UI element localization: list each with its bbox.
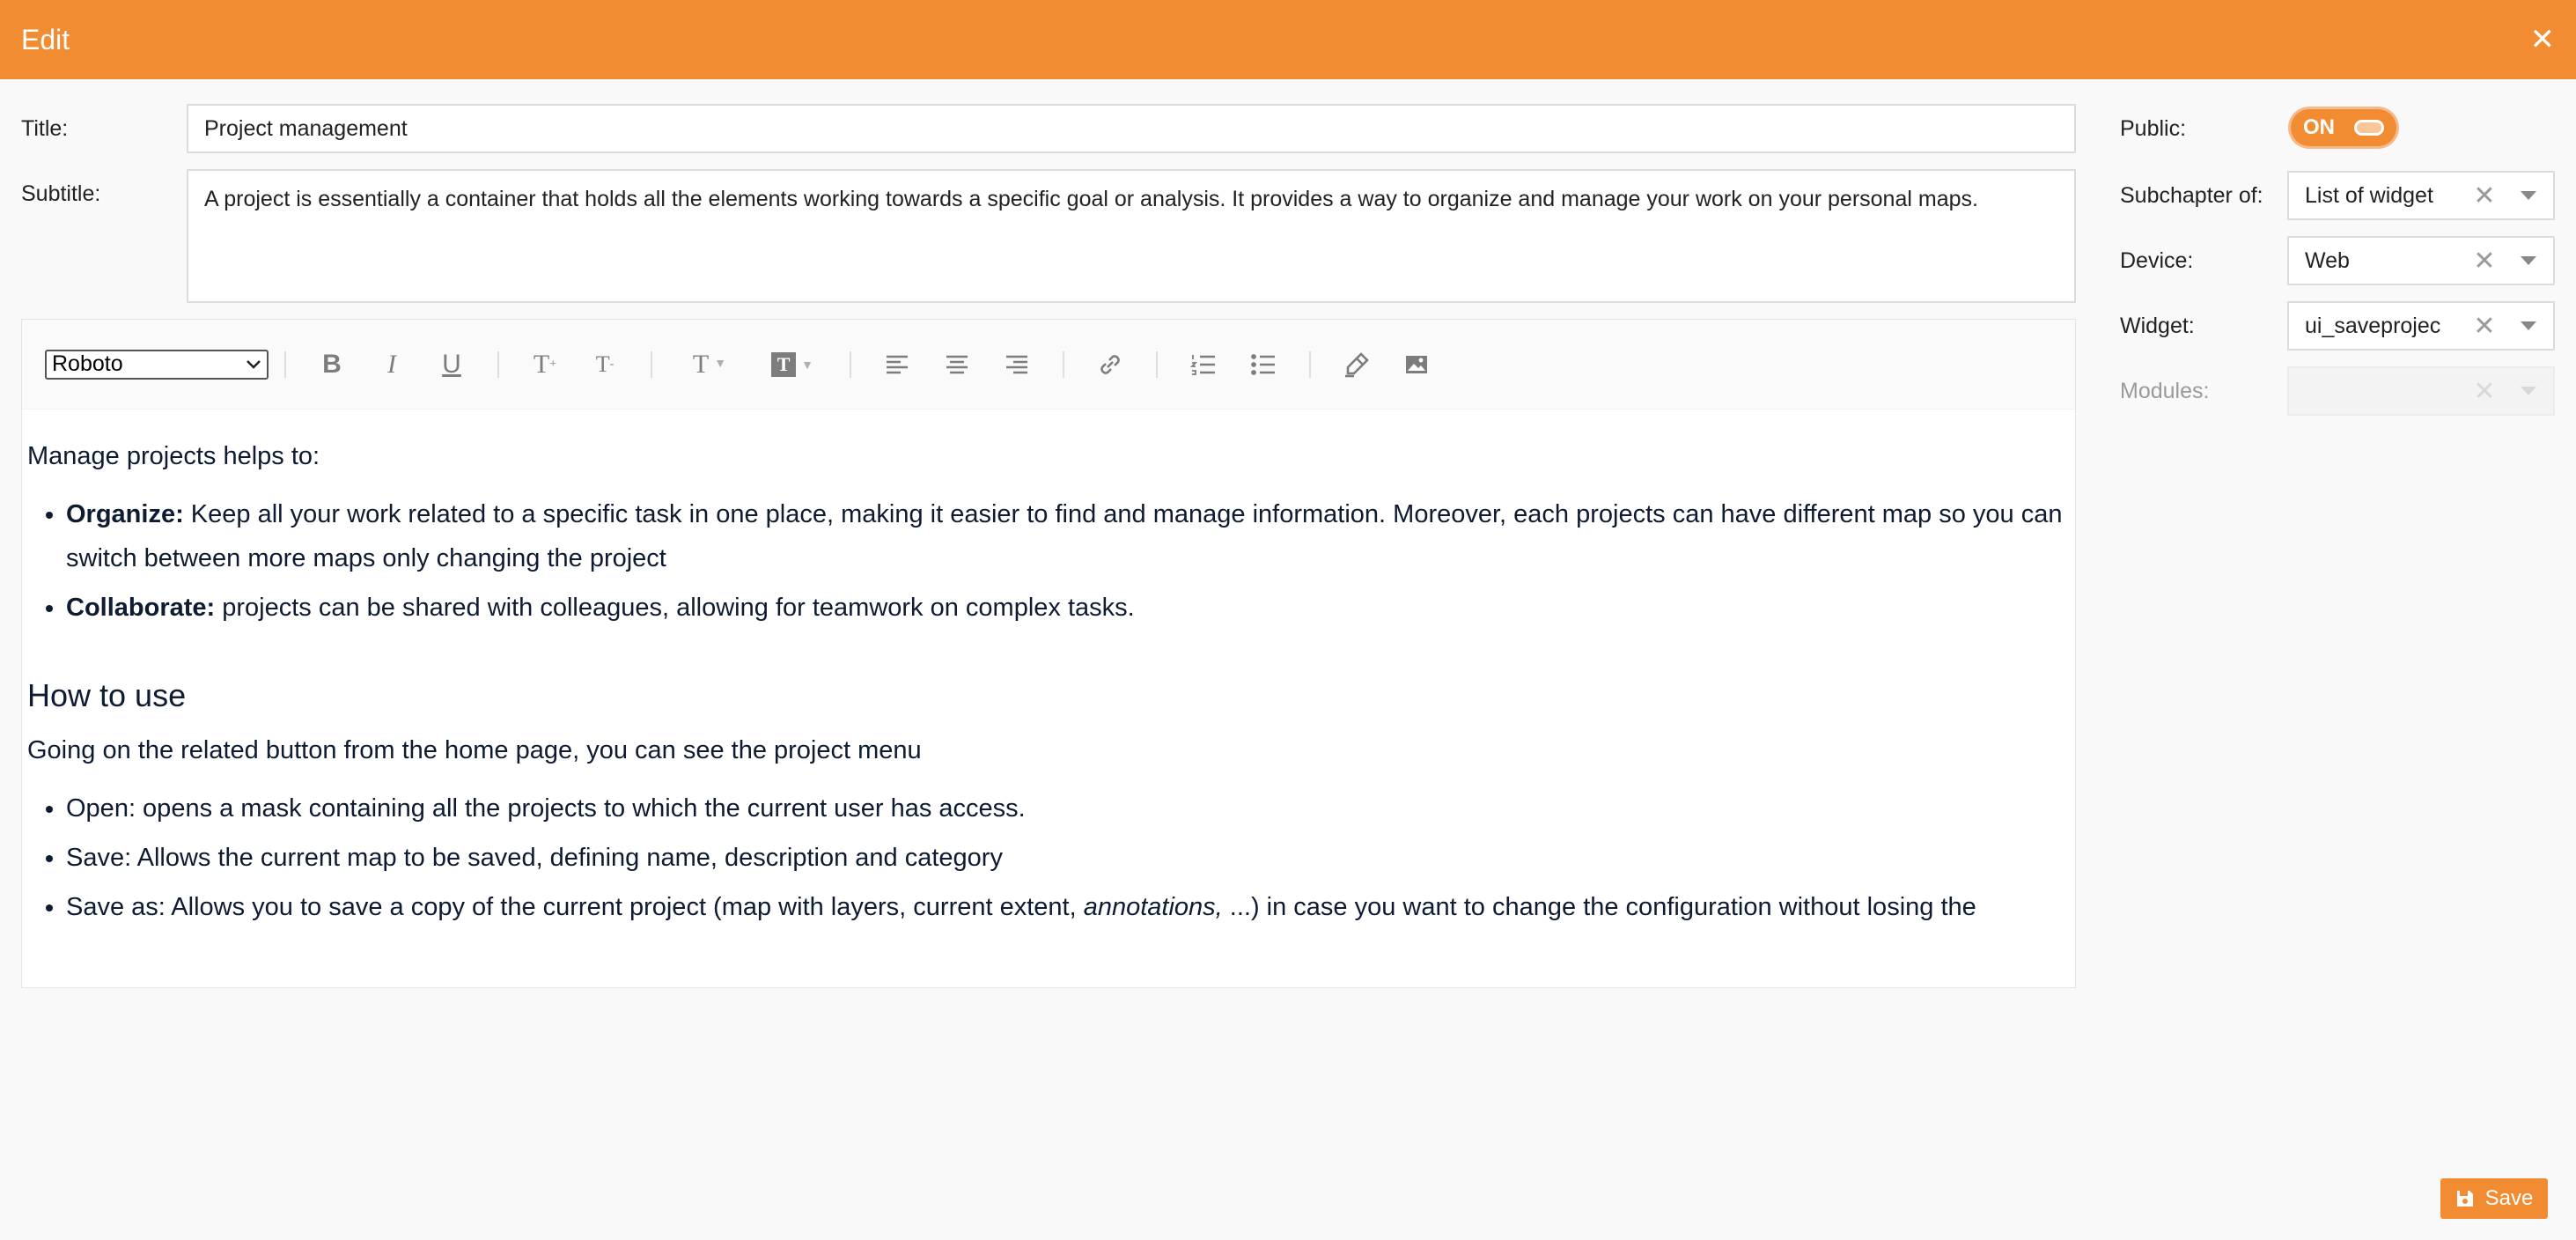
toggle-knob: [2354, 120, 2384, 136]
superscript-icon[interactable]: T +: [533, 349, 557, 379]
modules-label: Modules:: [2120, 379, 2210, 403]
toolbar-separator: [497, 351, 499, 378]
list-item-text: projects can be shared with colleagues, allowing for teamwork on complex tasks.: [215, 594, 1135, 622]
list-item: [66, 492, 2070, 580]
floppy-disk-icon: [2455, 1189, 2475, 1208]
list-item: • Save: Allows the current map to be saved, defining name, description and category: [66, 836, 2070, 880]
toggle-state: ON: [2303, 115, 2335, 139]
editor-toolbar: [22, 320, 2075, 410]
underline-icon[interactable]: U: [442, 349, 461, 379]
steps-list: [27, 786, 2070, 929]
public-label: Public:: [2120, 116, 2187, 141]
section-paragraph: Going on the related button from the home page, you can see the project menu: [27, 736, 922, 764]
italic-icon[interactable]: I: [387, 349, 396, 379]
editor-content[interactable]: [22, 410, 2075, 929]
subchapter-label: Subchapter of:: [2120, 183, 2263, 208]
subchapter-select[interactable]: [2287, 171, 2555, 220]
chevron-down-icon[interactable]: [2504, 321, 2553, 330]
toolbar-separator: [850, 351, 851, 378]
title-label: Title:: [21, 116, 69, 141]
clear-icon[interactable]: ✕: [2473, 246, 2496, 276]
unordered-list-icon[interactable]: [1239, 343, 1288, 386]
image-icon[interactable]: [1392, 343, 1441, 386]
dialog-header: [0, 0, 2576, 79]
font-size-icon[interactable]: T ▼: [692, 349, 727, 379]
toolbar-separator: [1156, 351, 1158, 378]
subtitle-textarea[interactable]: A project is essentially a container that holds all the elements working towards a specific goal or analysis. It provides a way to organize and manage your work on your personal maps.: [187, 169, 2076, 303]
link-icon[interactable]: [1086, 343, 1135, 386]
list-item-italic: annotations,: [1083, 893, 1223, 921]
intro-text: Manage projects helps to:: [27, 442, 320, 470]
device-value: Web: [2305, 247, 2350, 273]
toolbar-separator: [651, 351, 652, 378]
subtitle-label: Subtitle:: [21, 181, 101, 206]
font-family-value: Roboto: [52, 351, 123, 376]
save-button[interactable]: [2440, 1178, 2548, 1219]
toolbar-separator: [1309, 351, 1311, 378]
list-item: [66, 586, 2070, 630]
list-item-text: Keep all your work related to a specific task in one place, making it easier to find and manage information. Moreover, each projects can have different map so you can switch between more maps only changing the project: [66, 500, 2063, 572]
list-item-title: Organize:: [66, 500, 184, 528]
section-heading: How to use: [27, 677, 187, 713]
list-item: • Open: opens a mask containing all the projects to which the current user has access.: [66, 786, 2070, 830]
benefits-list: [27, 492, 2070, 630]
align-center-icon[interactable]: [932, 343, 982, 386]
list-item-title: Collaborate:: [66, 594, 216, 622]
list-item-text: Save as: Allows you to save a copy of the current project (map with layers, current extent,: [66, 893, 1084, 921]
chevron-down-icon: [246, 359, 261, 370]
list-item: [66, 885, 2070, 929]
rich-text-editor: [21, 319, 2076, 988]
chevron-down-icon[interactable]: [2504, 256, 2553, 265]
font-family-select[interactable]: [45, 350, 269, 380]
widget-select[interactable]: [2287, 301, 2555, 351]
ordered-list-icon[interactable]: [1179, 343, 1228, 386]
widget-label: Widget:: [2120, 314, 2195, 338]
bold-icon[interactable]: B: [322, 349, 342, 379]
list-item-text: ...) in case you want to change the configuration without losing the: [1222, 893, 1976, 921]
widget-value: ui_saveprojec: [2305, 313, 2441, 338]
eraser-icon[interactable]: [1332, 343, 1381, 386]
align-right-icon[interactable]: [992, 343, 1041, 386]
dialog-title: Edit: [21, 23, 70, 55]
save-button-label: Save: [2484, 1186, 2534, 1210]
device-select[interactable]: [2287, 236, 2555, 285]
title-input[interactable]: Project management: [187, 104, 2076, 153]
subchapter-value: List of widget: [2305, 182, 2433, 208]
clear-icon[interactable]: ✕: [2473, 311, 2496, 341]
chevron-down-icon: [2504, 387, 2553, 395]
clear-icon: ✕: [2473, 376, 2496, 406]
clear-icon[interactable]: ✕: [2473, 181, 2496, 210]
chevron-down-icon[interactable]: [2504, 191, 2553, 200]
highlight-icon[interactable]: T ▼: [756, 343, 828, 386]
modules-select: [2287, 366, 2555, 416]
align-left-icon[interactable]: [872, 343, 922, 386]
toolbar-separator: [284, 351, 286, 378]
subscript-icon[interactable]: T -: [595, 351, 615, 377]
close-icon[interactable]: ✕: [2529, 23, 2555, 56]
toolbar-separator: [1063, 351, 1064, 378]
device-label: Device:: [2120, 248, 2194, 273]
public-toggle[interactable]: [2291, 109, 2396, 146]
